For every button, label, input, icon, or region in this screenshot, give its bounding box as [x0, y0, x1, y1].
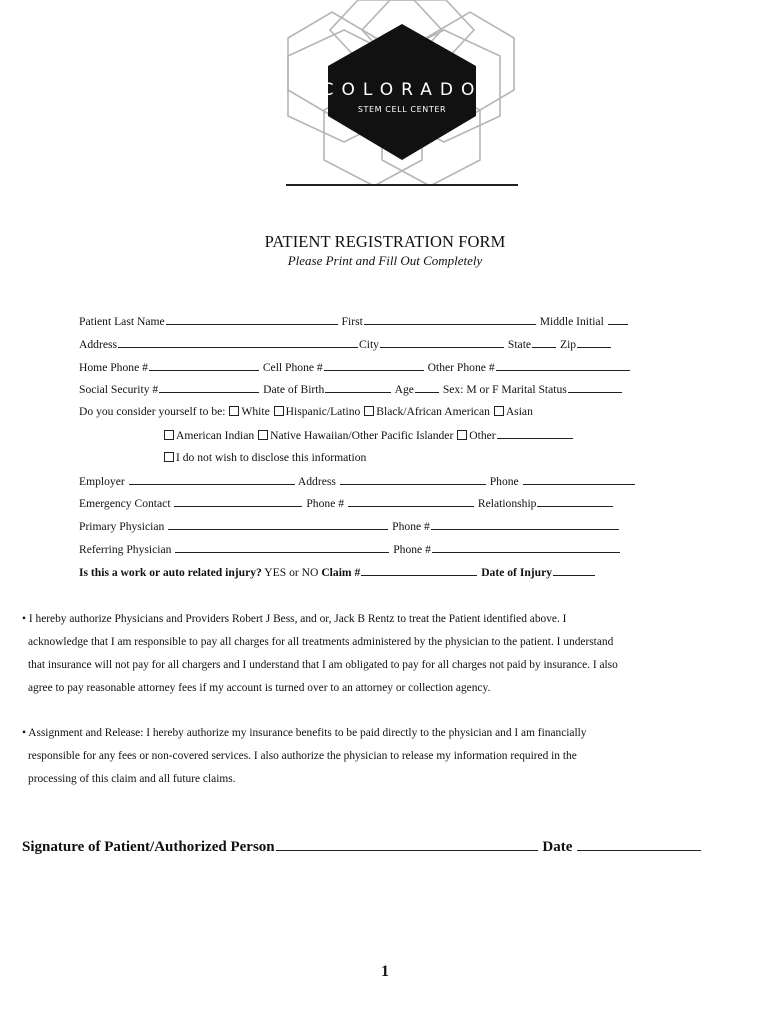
other-checkbox[interactable]: [457, 430, 467, 440]
emergency-phone-label: Phone #: [306, 497, 345, 511]
zip-label: Zip: [559, 337, 577, 351]
referring-physician-label: Referring Physician: [79, 542, 172, 556]
american-indian-label: American Indian: [176, 428, 255, 442]
age-field[interactable]: [415, 382, 439, 393]
ethnicity-row: [79, 405, 699, 428]
referring-physician-row: [79, 542, 699, 565]
cell-phone-field[interactable]: [324, 360, 424, 371]
emergency-row: [79, 496, 699, 519]
no-disclose-checkbox[interactable]: [164, 452, 174, 462]
marital-status-field[interactable]: [568, 382, 622, 393]
referring-phone-label: Phone #: [393, 542, 431, 556]
zip-field[interactable]: [577, 337, 611, 348]
relationship-field[interactable]: [537, 496, 613, 507]
injury-row: [79, 565, 699, 588]
no-disclose-label: I do not wish to disclose this information: [176, 450, 367, 464]
other-label: Other: [469, 428, 496, 442]
primary-physician-field[interactable]: [168, 519, 388, 530]
white-checkbox[interactable]: [229, 406, 239, 416]
other-field[interactable]: [497, 428, 573, 439]
first-name-label: First: [341, 315, 363, 328]
signature-date-field[interactable]: [577, 838, 701, 851]
black-checkbox[interactable]: [364, 406, 374, 416]
referring-physician-field[interactable]: [175, 542, 389, 553]
bullet-icon: •: [22, 613, 26, 625]
asian-label: Asian: [505, 405, 533, 419]
yes-no-options[interactable]: YES or NO: [264, 565, 319, 579]
signature-label: Signature of Patient/Authorized Person: [22, 839, 275, 855]
state-label: State: [507, 337, 532, 351]
employer-row: [79, 474, 699, 497]
primary-physician-label: Primary Physician: [79, 520, 165, 534]
ssn-field[interactable]: [159, 382, 259, 393]
employer-phone-field[interactable]: [523, 474, 635, 485]
hispanic-checkbox[interactable]: [274, 406, 284, 416]
employer-label: Employer: [79, 474, 125, 488]
logo-underline: [286, 184, 518, 186]
assignment-line-2: responsible for any fees or non-covered services. I also authorize the physician to release my information required in the: [28, 750, 577, 762]
dob-label: Date of Birth: [263, 383, 325, 397]
ethnicity-question: Do you consider yourself to be:: [79, 405, 226, 419]
claim-label: Claim #: [321, 565, 361, 579]
sex-marital-label: Sex: M or F Marital Status: [442, 383, 567, 397]
middle-initial-field[interactable]: [608, 314, 628, 325]
primary-physician-row: [79, 519, 699, 542]
black-label: Black/African American: [376, 405, 490, 419]
employer-field[interactable]: [129, 474, 295, 485]
bullet-icon: •: [22, 727, 26, 739]
employer-address-field[interactable]: [340, 474, 486, 485]
form-title: PATIENT REGISTRATION FORM: [264, 232, 506, 251]
state-field[interactable]: [532, 337, 556, 348]
city-label: City: [359, 337, 379, 351]
assignment-line-1: • Assignment and Release: I hereby authorize my insurance benefits to be paid directly to the physician and I am financially: [22, 727, 587, 739]
injury-question: Is this a work or auto related injury?: [79, 565, 262, 579]
other-phone-field[interactable]: [496, 360, 630, 371]
registration-form: [79, 314, 699, 588]
age-label: Age: [394, 383, 414, 397]
emergency-phone-field[interactable]: [348, 496, 474, 507]
asian-checkbox[interactable]: [494, 406, 504, 416]
signature-field[interactable]: [276, 838, 538, 851]
assignment-line-3: processing of this claim and all future claims.: [28, 773, 236, 785]
employer-phone-label: Phone: [489, 474, 519, 488]
primary-phone-label: Phone #: [392, 520, 430, 534]
assignment-paragraph: [22, 722, 732, 791]
referring-phone-field[interactable]: [432, 542, 620, 553]
phone-row: [79, 360, 699, 383]
authorization-line-1: • I hereby authorize Physicians and Providers Robert J Bess, and or, Jack B Rentz to treat the Patient identified above. I: [22, 613, 567, 625]
american-indian-checkbox[interactable]: [164, 430, 174, 440]
other-phone-label: Other Phone #: [427, 360, 495, 374]
hispanic-label: Hispanic/Latino: [285, 405, 361, 419]
dob-field[interactable]: [325, 382, 391, 393]
claim-field[interactable]: [361, 565, 477, 576]
signature-row: [22, 838, 742, 856]
employer-address-label: Address: [297, 474, 336, 488]
logo-title: COLORADO: [321, 80, 483, 100]
home-phone-field[interactable]: [149, 360, 259, 371]
relationship-label: Relationship: [477, 497, 537, 511]
name-row: [79, 314, 699, 337]
injury-date-label: Date of Injury: [481, 565, 553, 579]
city-field[interactable]: [380, 337, 504, 348]
authorization-paragraph: [22, 608, 732, 700]
primary-phone-field[interactable]: [431, 519, 619, 530]
logo-subtitle: STEM CELL CENTER: [357, 105, 447, 114]
authorization-line-3: that insurance will not pay for all chargers and I understand that I am obligated to pay for all charges not paid by insurance. I also: [28, 659, 618, 671]
hawaiian-checkbox[interactable]: [258, 430, 268, 440]
ssn-label: Social Security #: [79, 383, 159, 397]
ethnicity-row-3: [79, 451, 699, 474]
last-name-field[interactable]: [166, 314, 338, 325]
form-subtitle: Please Print and Fill Out Completely: [287, 253, 483, 268]
ethnicity-row-2: [79, 428, 699, 451]
emergency-contact-field[interactable]: [174, 496, 302, 507]
hawaiian-label: Native Hawaiian/Other Pacific Islander: [270, 428, 454, 442]
middle-initial-label: Middle Initial: [539, 315, 604, 328]
address-field[interactable]: [118, 337, 358, 348]
home-phone-label: Home Phone #: [79, 360, 148, 374]
injury-date-field[interactable]: [553, 565, 595, 576]
first-name-field[interactable]: [364, 314, 536, 325]
ssn-row: [79, 382, 699, 405]
date-label: Date: [542, 839, 573, 855]
address-row: [79, 337, 699, 360]
authorization-line-4: agree to pay reasonable attorney fees if my account is turned over to an attorney or collection agency.: [28, 682, 491, 694]
page-number: 1: [381, 963, 389, 980]
authorization-line-2: acknowledge that I am responsible to pay all charges for all treatments administered by the physician to the patient. I understand: [28, 636, 614, 648]
last-name-label: Patient Last Name: [79, 315, 165, 328]
white-label: White: [241, 405, 270, 419]
emergency-contact-label: Emergency Contact: [79, 497, 171, 511]
cell-phone-label: Cell Phone #: [262, 360, 323, 374]
address-label: Address: [79, 337, 117, 351]
